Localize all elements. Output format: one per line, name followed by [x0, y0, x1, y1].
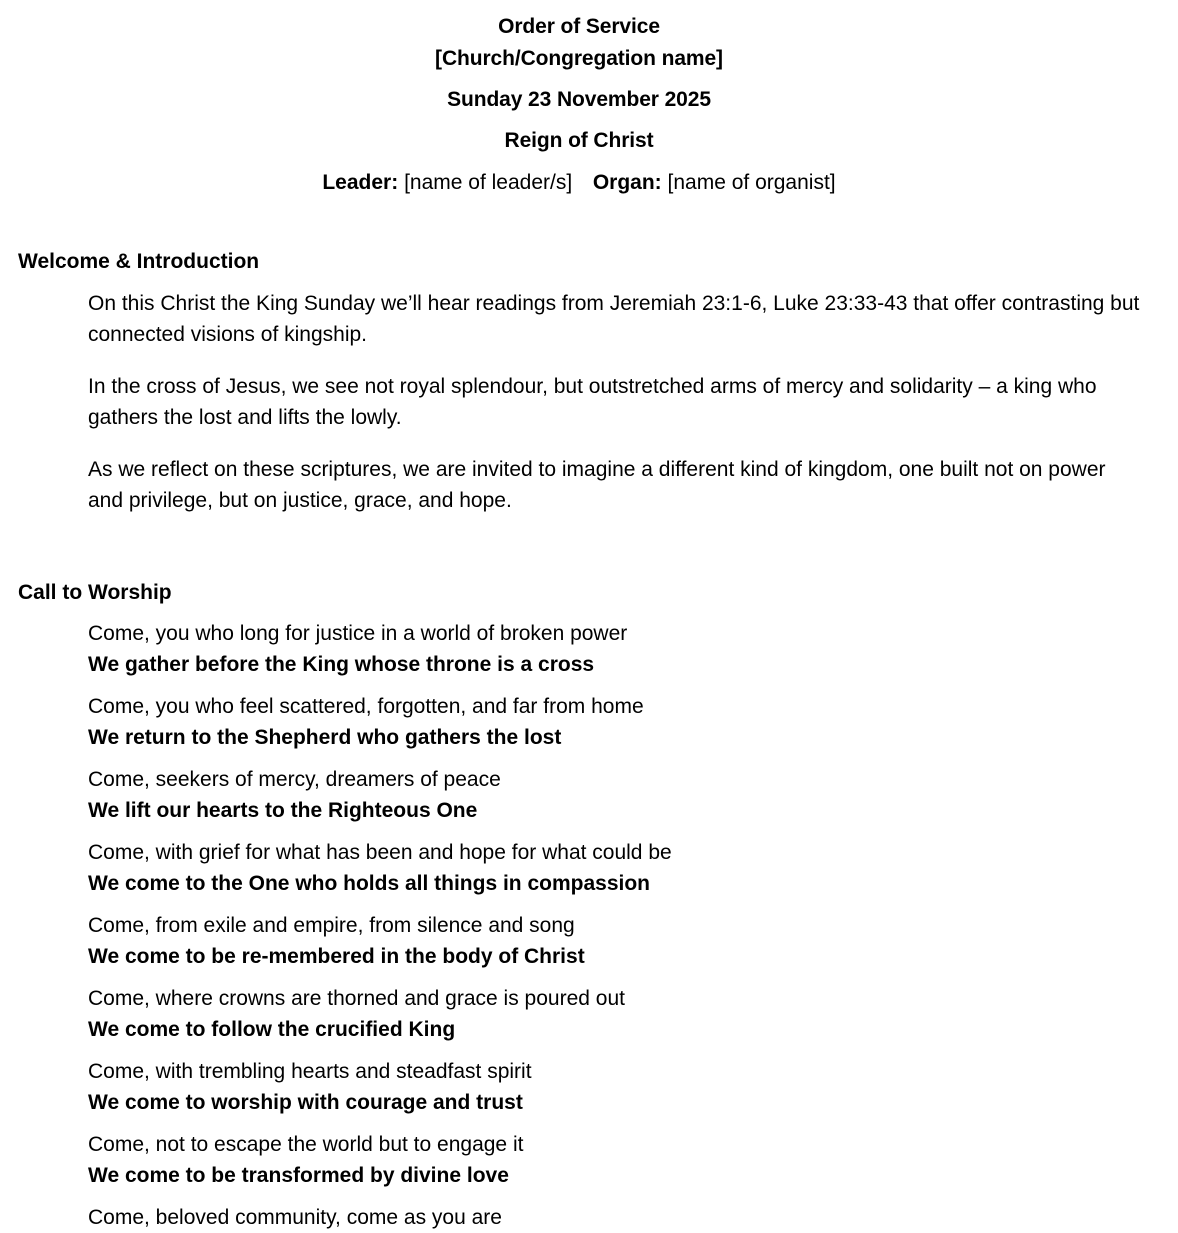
- response-line: We lift our hearts to the Righteous One: [88, 799, 478, 822]
- call-line: Come, beloved community, come as you are: [88, 1206, 502, 1229]
- organ-value: [name of organist]: [667, 171, 836, 194]
- response-line: We come to worship with courage and trust: [88, 1091, 523, 1114]
- section-welcome-introduction: [18, 249, 1140, 516]
- response-line: We come to follow the crucified King: [88, 1018, 456, 1041]
- call-response-couplet: [88, 618, 1140, 680]
- section-heading-welcome: Welcome & Introduction: [18, 250, 260, 273]
- response-line: We come to be transformed by divine love: [88, 1164, 509, 1187]
- response-line: We come to be re-membered in the body of Christ: [88, 945, 585, 968]
- call-response-couplet: [88, 910, 1140, 972]
- call-response-couplet: [88, 1129, 1140, 1191]
- welcome-body: [88, 288, 1140, 516]
- congregation-name: [Church/Congregation name]: [435, 47, 723, 70]
- call-response-couplet: [88, 764, 1140, 826]
- section-call-to-worship: [18, 580, 1140, 1233]
- call-response-couplet: [88, 983, 1140, 1045]
- call-line: Come, where crowns are thorned and grace is poured out: [88, 987, 625, 1010]
- call-to-worship-body: [88, 618, 1140, 1233]
- call-line: Come, with grief for what has been and hope for what could be: [88, 841, 672, 864]
- call-line: Come, with trembling hearts and steadfast spirit: [88, 1060, 532, 1083]
- document-title-block: [18, 0, 1140, 199]
- call-line: Come, from exile and empire, from silence and song: [88, 914, 575, 937]
- response-line: We gather before the King whose throne is a cross: [88, 653, 595, 676]
- call-line: Come, you who feel scattered, forgotten, and far from home: [88, 695, 644, 718]
- call-line: Come, not to escape the world but to engage it: [88, 1133, 524, 1156]
- welcome-paragraph: In the cross of Jesus, we see not royal splendour, but outstretched arms of mercy and solidarity – a king who gathers the lost and lifts the lowly.: [88, 375, 1097, 429]
- call-response-couplet: [88, 1202, 1140, 1233]
- call-response-couplet: [88, 1056, 1140, 1118]
- section-heading-call-to-worship: Call to Worship: [18, 581, 172, 604]
- call-line: Come, you who long for justice in a world of broken power: [88, 622, 628, 645]
- document-title: Order of Service: [498, 15, 660, 38]
- welcome-paragraph: On this Christ the King Sunday we’ll hear readings from Jeremiah 23:1-6, Luke 23:33-43 that offer contrasting but connected visions of kingship.: [88, 292, 1140, 346]
- welcome-paragraph: As we reflect on these scriptures, we are invited to imagine a different kind of kingdom, one built not on power and privilege, but on justice, grace, and hope.: [88, 458, 1106, 512]
- liturgical-day: Reign of Christ: [504, 129, 654, 152]
- response-line: We return to the Shepherd who gathers the lost: [88, 726, 562, 749]
- service-credits: [18, 167, 1140, 199]
- leader-label: Leader:: [322, 171, 399, 194]
- service-date: Sunday 23 November 2025: [447, 88, 711, 111]
- organ-label: Organ:: [592, 171, 662, 194]
- response-line: We come to the One who holds all things in compassion: [88, 872, 651, 895]
- call-response-couplet: [88, 837, 1140, 899]
- call-response-couplet: [88, 691, 1140, 753]
- leader-value: [name of leader/s]: [404, 171, 573, 194]
- call-line: Come, seekers of mercy, dreamers of peace: [88, 768, 501, 791]
